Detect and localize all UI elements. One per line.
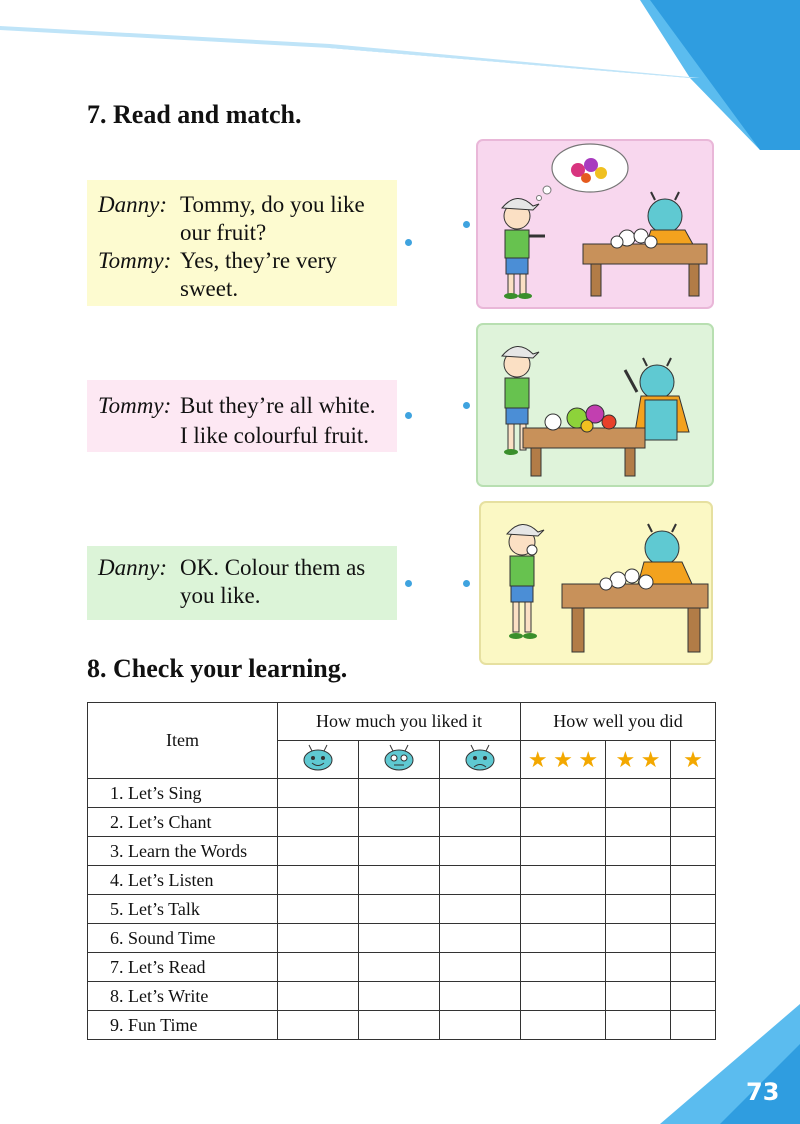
table-row xyxy=(88,866,716,895)
dialogue-line: you like. xyxy=(180,583,261,608)
table-row xyxy=(88,1011,716,1040)
did-header: How well you did xyxy=(521,703,716,741)
dialogue-line: sweet. xyxy=(180,276,239,301)
dialogue-line: Tommy, do you like xyxy=(180,192,365,217)
speaker: Tommy: xyxy=(98,248,172,273)
dialogue-line: But they’re all white. xyxy=(180,393,376,418)
table-row xyxy=(88,895,716,924)
check-learning-table xyxy=(87,702,716,1040)
table-row xyxy=(88,924,716,953)
three-stars-rating: ★ ★ ★ xyxy=(521,741,606,779)
item-label: 1. Let’s Sing xyxy=(88,779,278,808)
happy-alien-icon xyxy=(298,742,338,772)
dialogue-1 xyxy=(98,191,365,303)
two-stars-rating: ★ ★ xyxy=(606,741,671,779)
banner-title: Final Revision xyxy=(350,12,633,52)
item-label: 2. Let’s Chant xyxy=(88,808,278,837)
table-row xyxy=(88,779,716,808)
sad-alien-icon xyxy=(460,742,500,772)
item-header: Item xyxy=(88,703,278,779)
match-dot-left-3[interactable] xyxy=(405,580,412,587)
page-corner-shape xyxy=(660,1004,800,1124)
item-label: 6. Sound Time xyxy=(88,924,278,953)
item-label: 4. Let’s Listen xyxy=(88,866,278,895)
liked-col-3 xyxy=(440,741,521,779)
dialogue-2 xyxy=(98,391,375,451)
dialogue-line: OK. Colour them as xyxy=(180,555,366,580)
boy-eating-alien-with-white-fruit-icon xyxy=(478,500,714,666)
section-7-heading: 7. Read and match. xyxy=(87,100,302,129)
dialogue-line: our fruit? xyxy=(180,220,267,245)
speaker: Danny: xyxy=(98,555,167,580)
match-dot-right-2[interactable] xyxy=(463,402,470,409)
liked-header: How much you liked it xyxy=(278,703,521,741)
dialogue-3 xyxy=(98,554,365,610)
item-label: 5. Let’s Talk xyxy=(88,895,278,924)
speaker xyxy=(98,275,180,303)
item-label: 7. Let’s Read xyxy=(88,953,278,982)
one-star-rating: ★ xyxy=(671,741,716,779)
table-row xyxy=(88,837,716,866)
item-label: 8. Let’s Write xyxy=(88,982,278,1011)
page-number: 73 xyxy=(746,1078,780,1106)
table-row xyxy=(88,953,716,982)
boy-thinking-of-fruit-alien-with-white-fruit-icon xyxy=(475,138,715,310)
speaker: Danny: xyxy=(98,192,167,217)
match-dot-left-2[interactable] xyxy=(405,412,412,419)
speaker xyxy=(98,582,180,610)
match-dot-left-1[interactable] xyxy=(405,239,412,246)
dialogue-line: Yes, they’re very xyxy=(180,248,337,273)
boy-alien-with-colourful-fruit-icon xyxy=(475,322,715,488)
match-dot-right-3[interactable] xyxy=(463,580,470,587)
liked-col-2 xyxy=(359,741,440,779)
match-dot-right-1[interactable] xyxy=(463,221,470,228)
liked-col-1 xyxy=(278,741,359,779)
neutral-alien-icon xyxy=(379,742,419,772)
table-row xyxy=(88,982,716,1011)
item-label: 9. Fun Time xyxy=(88,1011,278,1040)
item-label: 3. Learn the Words xyxy=(88,837,278,866)
table-row xyxy=(88,808,716,837)
speaker xyxy=(98,421,180,451)
dialogue-line: I like colourful fruit. xyxy=(180,423,370,448)
speaker: Tommy: xyxy=(98,393,172,418)
section-8-heading: 8. Check your learning. xyxy=(87,654,348,683)
speaker xyxy=(98,219,180,247)
